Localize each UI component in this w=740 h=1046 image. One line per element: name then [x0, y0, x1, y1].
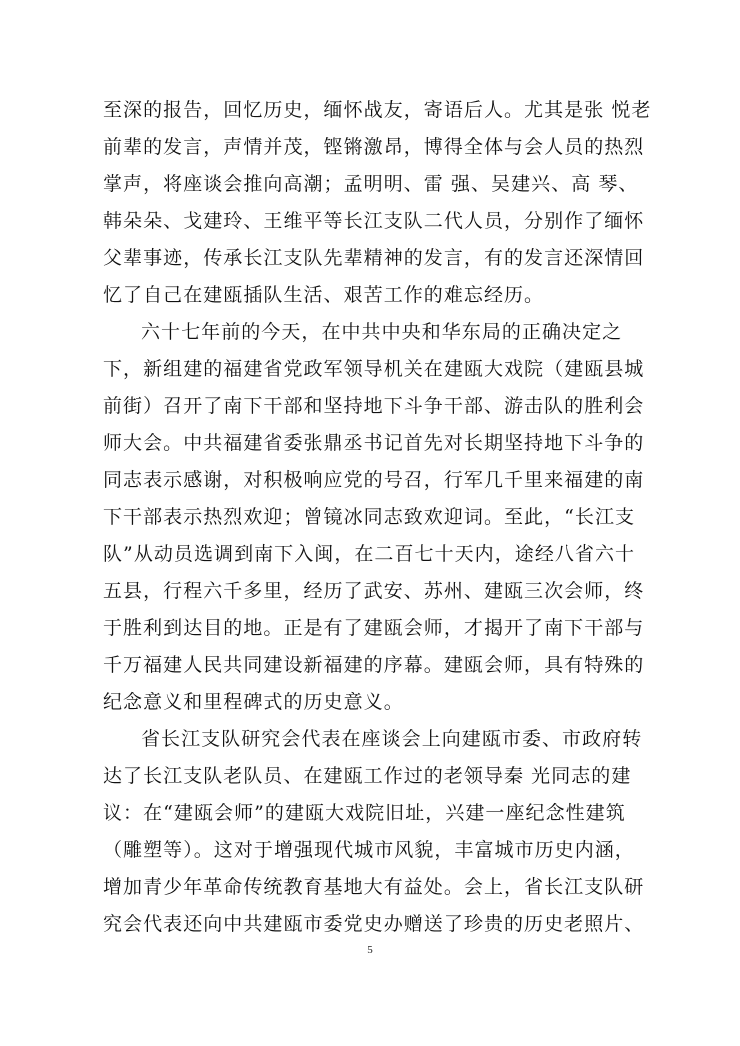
body-text: [103, 97, 652, 948]
text-line: 师大会。中共福建省委张鼎丞书记首先对长期坚持地下斗争的: [103, 432, 645, 454]
text-line: 忆了自己在建瓯插队生活、艰苦工作的难忘经历。: [103, 284, 545, 306]
text-line: 父辈事迹，传承长江支队先辈精神的发言，有的发言还深情回: [103, 247, 645, 269]
text-line: 五县，行程六千多里，经历了武安、苏州、建瓯三次会师，终: [103, 580, 645, 602]
text-line: 掌声，将座谈会推向高潮；孟明明、雷 强、吴建兴、高 琴、: [103, 173, 639, 195]
page-number: 5: [367, 944, 373, 956]
text-line: 队”从动员选调到南下入闽，在二百七十天内，途经八省六十: [103, 543, 636, 565]
text-line: 下，新组建的福建省党政军领导机关在建瓯大戏院（建瓯县城: [103, 358, 645, 380]
text-line: 前辈的发言，声情并茂，铿锵激昂，博得全体与会人员的热烈: [103, 136, 645, 158]
text-line: 增加青少年革命传统教育基地大有益处。会上，省长江支队研: [103, 876, 645, 898]
text-line: 至深的报告，回忆历史，缅怀战友，寄语后人。尤其是张 悦老: [103, 99, 652, 121]
text-line: 六十七年前的今天，在中共中央和华东局的正确决定之: [141, 321, 623, 343]
text-line: 韩朵朵、戈建玲、王维平等长江支队二代人员，分别作了缅怀: [103, 210, 645, 232]
text-line: 纪念意义和里程碑式的历史意义。: [103, 691, 404, 713]
text-line: 前街）召开了南下干部和坚持地下斗争干部、游击队的胜利会: [103, 395, 645, 417]
text-line: 同志表示感谢，对积极响应党的号召，行军几千里来福建的南: [103, 469, 645, 491]
text-line: 省长江支队研究会代表在座谈会上向建瓯市委、市政府转: [141, 728, 643, 750]
text-line: 究会代表还向中共建瓯市委党史办赠送了珍贵的历史老照片、: [103, 913, 645, 935]
text-line: 下干部表示热烈欢迎；曾镜冰同志致欢迎词。至此，“长江支: [103, 506, 636, 528]
text-line: 议：在“建瓯会师”的建瓯大戏院旧址，兴建一座纪念性建筑: [103, 802, 626, 824]
text-line: 千万福建人民共同建设新福建的序幕。建瓯会师，具有特殊的: [103, 654, 645, 676]
text-line: （雕塑等）。这对于增强现代城市风貌，丰富城市历史内涵，: [103, 839, 635, 861]
text-line: 达了长江支队老队员、在建瓯工作过的老领导秦 光同志的建: [103, 765, 632, 787]
text-line: 于胜利到达目的地。正是有了建瓯会师，才揭开了南下干部与: [103, 617, 645, 639]
